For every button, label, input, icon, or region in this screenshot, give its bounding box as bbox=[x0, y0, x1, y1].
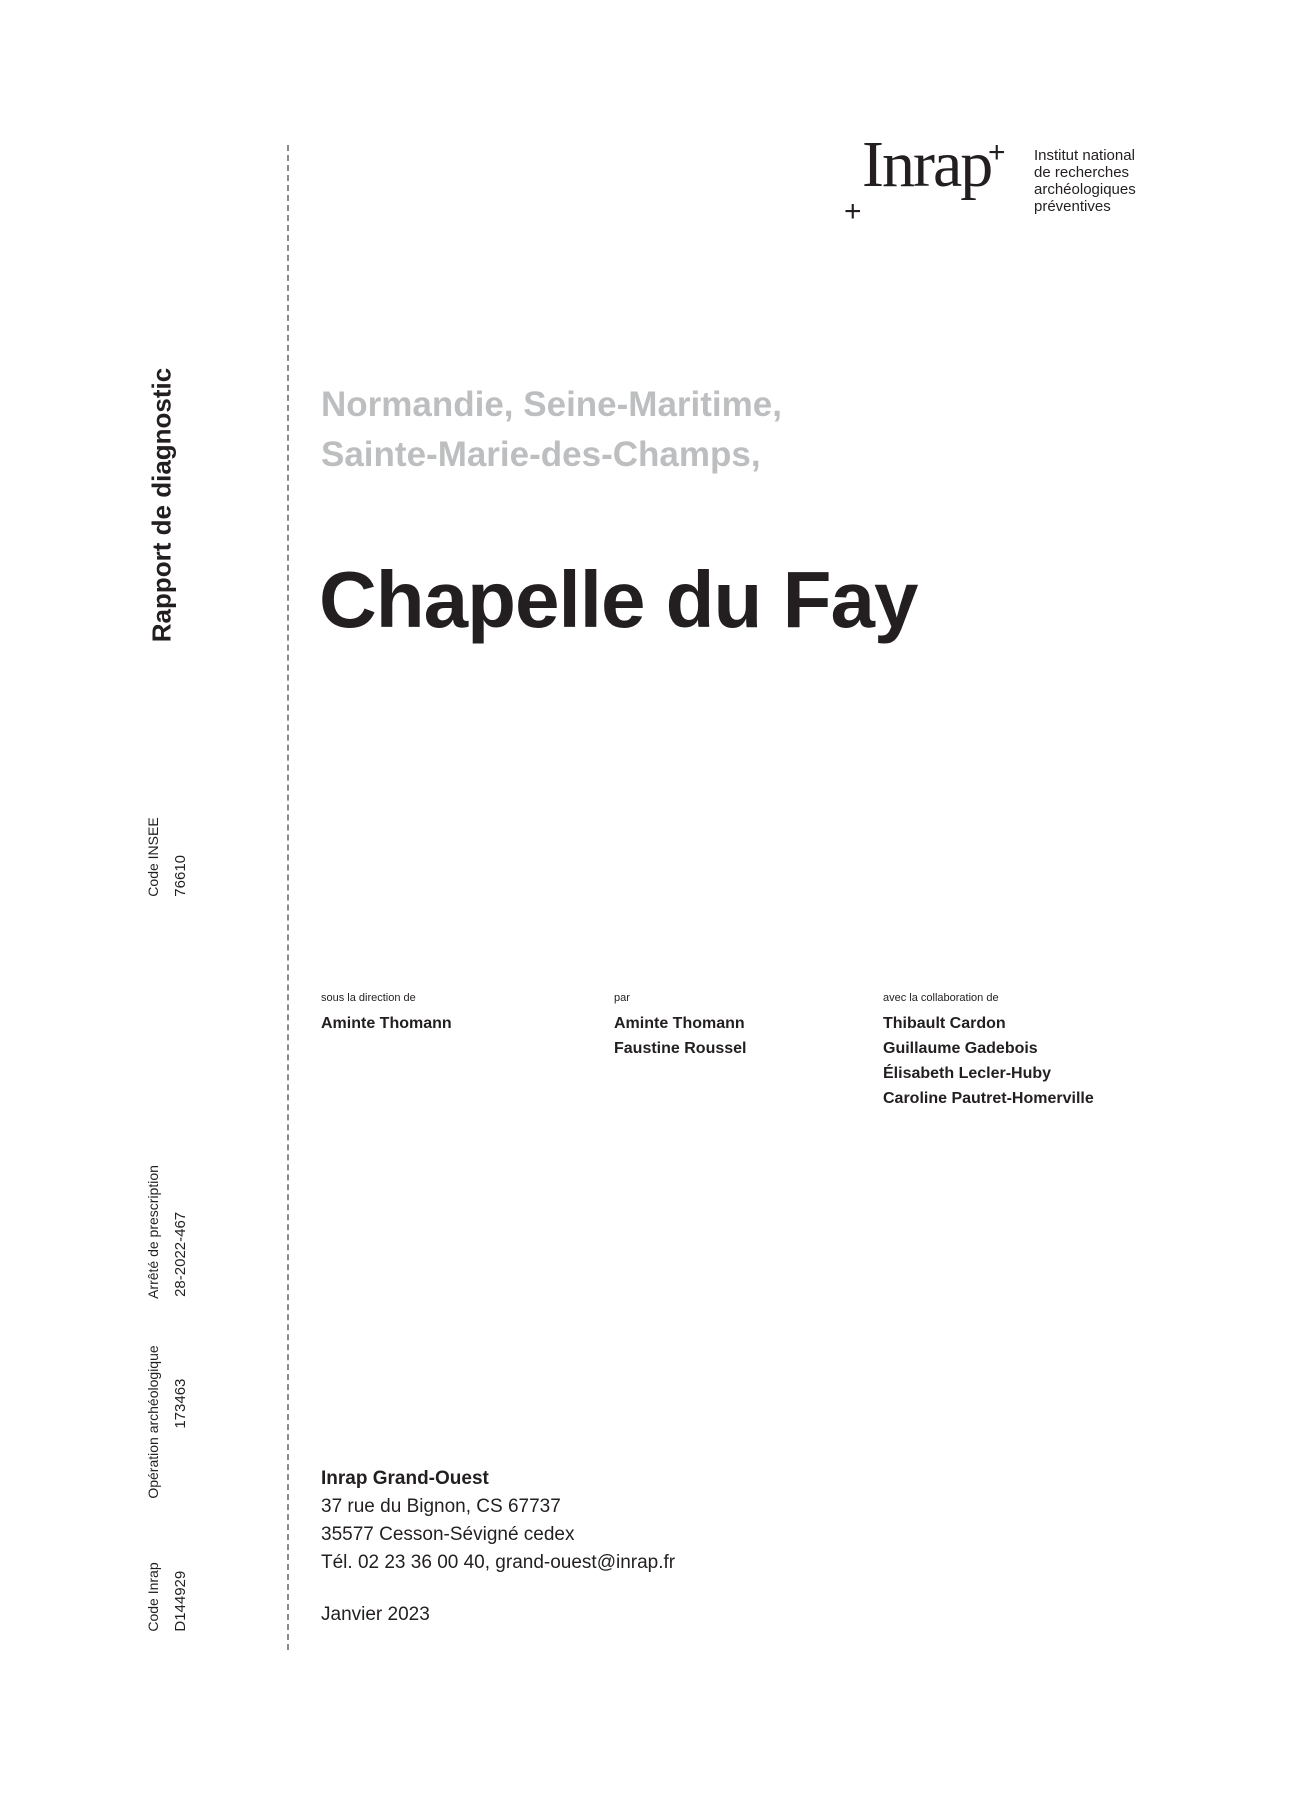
credit-name: Thibault Cardon bbox=[883, 1015, 1006, 1032]
credit-name: Caroline Pautret-Homerville bbox=[883, 1090, 1094, 1107]
credit-label: avec la collaboration de bbox=[883, 992, 999, 1004]
location-heading bbox=[321, 380, 782, 480]
operation-label: Opération archéologique bbox=[145, 1345, 161, 1499]
credit-direction bbox=[321, 992, 452, 1036]
report-type-label: Rapport de diagnostic bbox=[146, 367, 177, 643]
insee-code-value: 76610 bbox=[172, 854, 189, 897]
code-inrap-label: Code Inrap bbox=[145, 1562, 161, 1632]
address-block bbox=[321, 1465, 675, 1577]
location-line: Sainte-Marie-des-Champs, bbox=[321, 435, 761, 474]
credit-name: Élisabeth Lecler-Huby bbox=[883, 1065, 1052, 1082]
dashed-divider bbox=[287, 145, 289, 1650]
insee-code-label: Code INSEE bbox=[145, 817, 161, 897]
arrete-block bbox=[140, 1165, 194, 1299]
credit-label: sous la direction de bbox=[321, 992, 416, 1004]
logo-tagline-line: archéologiques bbox=[1034, 181, 1136, 198]
report-title: Chapelle du Fay bbox=[319, 555, 918, 644]
plus-mark-icon: + bbox=[988, 136, 1006, 169]
credit-collaboration bbox=[883, 992, 1094, 1111]
logo-wordmark: Inrap bbox=[862, 128, 992, 201]
logo-tagline-line: de recherches bbox=[1034, 164, 1130, 181]
code-inrap-value: D144929 bbox=[172, 1570, 189, 1632]
logo-tagline bbox=[1034, 147, 1194, 215]
logo-tagline-line: Institut national bbox=[1034, 147, 1135, 164]
code-inrap-block bbox=[140, 1562, 194, 1631]
address-contact: Tél. 02 23 36 00 40, grand-ouest@inrap.fr bbox=[321, 1552, 676, 1573]
arrete-label: Arrêté de prescription bbox=[145, 1165, 161, 1299]
credit-name: Faustine Roussel bbox=[614, 1040, 747, 1057]
credit-label: par bbox=[614, 992, 630, 1004]
address-city: 35577 Cesson-Sévigné cedex bbox=[321, 1524, 575, 1545]
credit-name: Aminte Thomann bbox=[614, 1015, 745, 1032]
address-org: Inrap Grand-Ouest bbox=[321, 1468, 489, 1489]
location-line: Normandie, Seine-Maritime, bbox=[321, 385, 782, 424]
plus-mark-icon: + bbox=[844, 195, 862, 228]
arrete-value: 28-2022-467 bbox=[172, 1211, 189, 1297]
insee-code-block bbox=[140, 817, 194, 896]
operation-value: 173463 bbox=[172, 1378, 189, 1429]
credit-name: Aminte Thomann bbox=[321, 1015, 452, 1032]
report-date: Janvier 2023 bbox=[321, 1604, 430, 1625]
credit-name: Guillaume Gadebois bbox=[883, 1040, 1038, 1057]
logo-tagline-line: préventives bbox=[1034, 198, 1111, 215]
operation-block bbox=[140, 1345, 194, 1498]
credit-authors bbox=[614, 992, 746, 1061]
address-street: 37 rue du Bignon, CS 67737 bbox=[321, 1496, 561, 1517]
